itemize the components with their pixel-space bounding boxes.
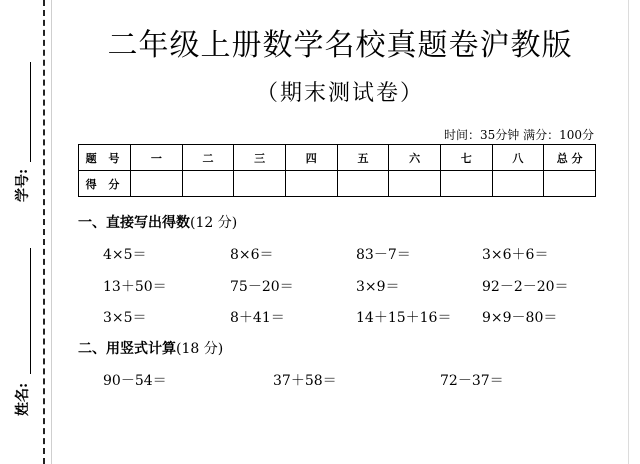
score-table-col: 七 (440, 145, 492, 171)
score-cell[interactable] (182, 171, 234, 197)
question: 92－2－20＝ (482, 279, 569, 295)
score-table-header-row (79, 145, 596, 171)
exam-meta: 时间：35分钟 满分：100分 (444, 128, 594, 142)
section-2-title: 二、用竖式计算 (78, 341, 176, 357)
score-cell[interactable] (234, 171, 286, 197)
score-table-col: 四 (285, 145, 337, 171)
question: 3×5＝ (103, 310, 147, 326)
section-1-title: 一、直接写出得数 (78, 215, 190, 231)
question: 8＋41＝ (230, 310, 285, 326)
score-table-col: 三 (234, 145, 286, 171)
question: 90－54＝ (103, 373, 167, 389)
score-cell[interactable] (389, 171, 441, 197)
name-label: 姓名: (15, 382, 31, 416)
section-2-heading (78, 338, 223, 358)
score-table-row-label: 题 号 (79, 145, 131, 171)
section-2-points: (18 分) (176, 341, 224, 357)
student-id-line (30, 62, 31, 162)
score-cell[interactable] (440, 171, 492, 197)
section-1-heading (78, 212, 237, 232)
score-cell[interactable] (131, 171, 183, 197)
question: 4×5＝ (103, 247, 147, 263)
name-line (30, 248, 31, 374)
page-title: 二年级上册数学名校真题卷沪教版 (107, 28, 573, 63)
student-id-label: 学号: (15, 168, 31, 202)
question: 8×6＝ (230, 247, 274, 263)
score-cell[interactable] (544, 171, 596, 197)
score-cell[interactable] (285, 171, 337, 197)
score-table-row-label: 得 分 (79, 171, 131, 197)
score-table (78, 144, 596, 197)
page-edge-right (628, 0, 629, 464)
question: 83－7＝ (356, 247, 411, 263)
question: 3×9＝ (356, 279, 400, 295)
page-subtitle: （期末测试卷） (255, 81, 424, 106)
question: 13＋50＝ (103, 279, 167, 295)
score-table-col: 八 (492, 145, 544, 171)
question: 75－20＝ (230, 279, 294, 295)
page-edge (51, 0, 52, 464)
question: 9×9－80＝ (482, 310, 558, 326)
score-table-col: 二 (182, 145, 234, 171)
score-cell[interactable] (492, 171, 544, 197)
question: 14＋15＋16＝ (356, 310, 452, 326)
section-1-points: (12 分) (190, 215, 238, 231)
score-table-col: 一 (131, 145, 183, 171)
question: 3×6＋6＝ (482, 247, 549, 263)
question: 72－37＝ (440, 373, 504, 389)
score-table-col: 总 分 (544, 145, 596, 171)
cut-line (43, 0, 45, 464)
score-table-col: 五 (337, 145, 389, 171)
score-cell[interactable] (337, 171, 389, 197)
score-table-col: 六 (389, 145, 441, 171)
score-table-score-row (79, 171, 596, 197)
question: 37＋58＝ (273, 373, 337, 389)
